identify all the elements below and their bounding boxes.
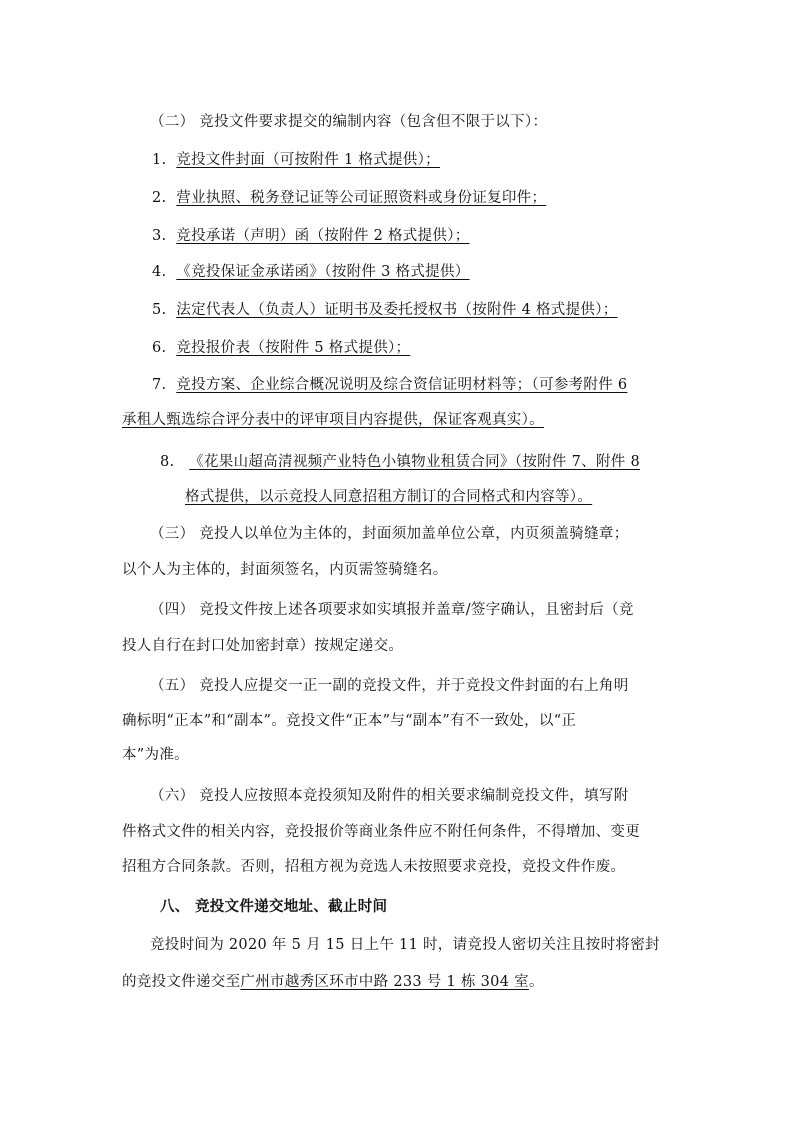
item-number: 2. [152, 190, 167, 206]
section8-heading: 八、 竞投文件递交地址、截止时间 [160, 899, 388, 915]
item-text: 《竞投保证金承诺函》（按附件 3 格式提供） [176, 264, 470, 280]
final-line2-prefix: 的竞投文件递交至 [122, 974, 241, 990]
para5-line2: 确标明“正本”和“副本”。竞投文件“正本”与“副本”有不一致处，以“正 [122, 713, 577, 729]
list-item-4 [152, 262, 470, 282]
list-item-7 [152, 375, 627, 395]
submission-address: 广州市越秀区环市中路 233 号 1 栋 304 室 [240, 974, 529, 990]
list-item-8-line2: 格式提供，以示竞投人同意招租方制订的合同格式和内容等）。 [185, 489, 593, 505]
final-line1: 竞投时间为 2020 年 5 月 15 日上午 11 时，请竞投人密切关注且按时将密封 [150, 937, 660, 953]
list-item-7-line2: 承租人甄选综合评分表中的评审项目内容提供，保证客观真实）。 [122, 412, 544, 428]
para5-line3: 本”为准。 [122, 747, 189, 763]
final-line2 [122, 972, 544, 992]
list-item-2 [152, 188, 546, 208]
para4-line2: 投人自行在封口处加密封章）按规定递交。 [122, 638, 404, 654]
para5-line1: （五） 竞投人应提交一正一副的竞投文件，并于竞投文件封面的右上角明 [150, 678, 629, 694]
item-number: 5. [152, 302, 167, 318]
item-text: 竞投文件封面（可按附件 1 格式提供）； [176, 152, 440, 168]
para3-line2: 以个人为主体的，封面须签名，内页需签骑缝名。 [122, 562, 448, 578]
list-item-3 [152, 226, 470, 246]
item-number: 1. [152, 152, 167, 168]
item-number: 6. [152, 340, 167, 356]
para6-line2: 件格式文件的相关内容，竞投报价等商业条件应不附任何条件，不得增加、变更 [122, 824, 640, 840]
para6-line3: 招租方合同条款。否则，招租方视为竞选人未按照要求竞投，竞投文件作废。 [122, 859, 626, 875]
para3-line1: （三） 竞投人以单位为主体的，封面须加盖单位公章，内页须盖骑缝章； [150, 526, 629, 542]
list-item-1 [152, 150, 440, 170]
item-text: 营业执照、税务登记证等公司证照资料或身份证复印件； [176, 190, 547, 206]
para6-line1: （六） 竞投人应按照本竞投须知及附件的相关要求编制竞投文件，填写附 [150, 788, 629, 804]
item-number: 8. [160, 454, 175, 470]
item-number: 3. [152, 228, 167, 244]
list-item-5 [152, 300, 618, 320]
final-line2-suffix: 。 [528, 974, 544, 990]
item-text-line1: 竞投方案、企业综合概况说明及综合资信证明材料等；（可参考附件 6 [176, 377, 628, 393]
list-item-8 [160, 452, 640, 472]
item-number: 4. [152, 264, 167, 280]
para4-line1: （四） 竞投文件按上述各项要求如实填报并盖章/签字确认，且密封后（竞 [150, 602, 634, 618]
item-number: 7. [152, 377, 167, 393]
item-text: 竞投承诺（声明）函（按附件 2 格式提供）； [176, 228, 470, 244]
item-text: 法定代表人（负责人）证明书及委托授权书（按附件 4 格式提供）； [176, 302, 618, 318]
item-text: 竞投报价表（按附件 5 格式提供）； [176, 340, 411, 356]
section2-heading: （二） 竞投文件要求提交的编制内容（包含但不限于以下）： [150, 114, 548, 130]
list-item-6 [152, 338, 410, 358]
item-text-line1: 《花果山超高清视频产业特色小镇物业租赁合同》（按附件 7、附件 8 [189, 454, 640, 470]
